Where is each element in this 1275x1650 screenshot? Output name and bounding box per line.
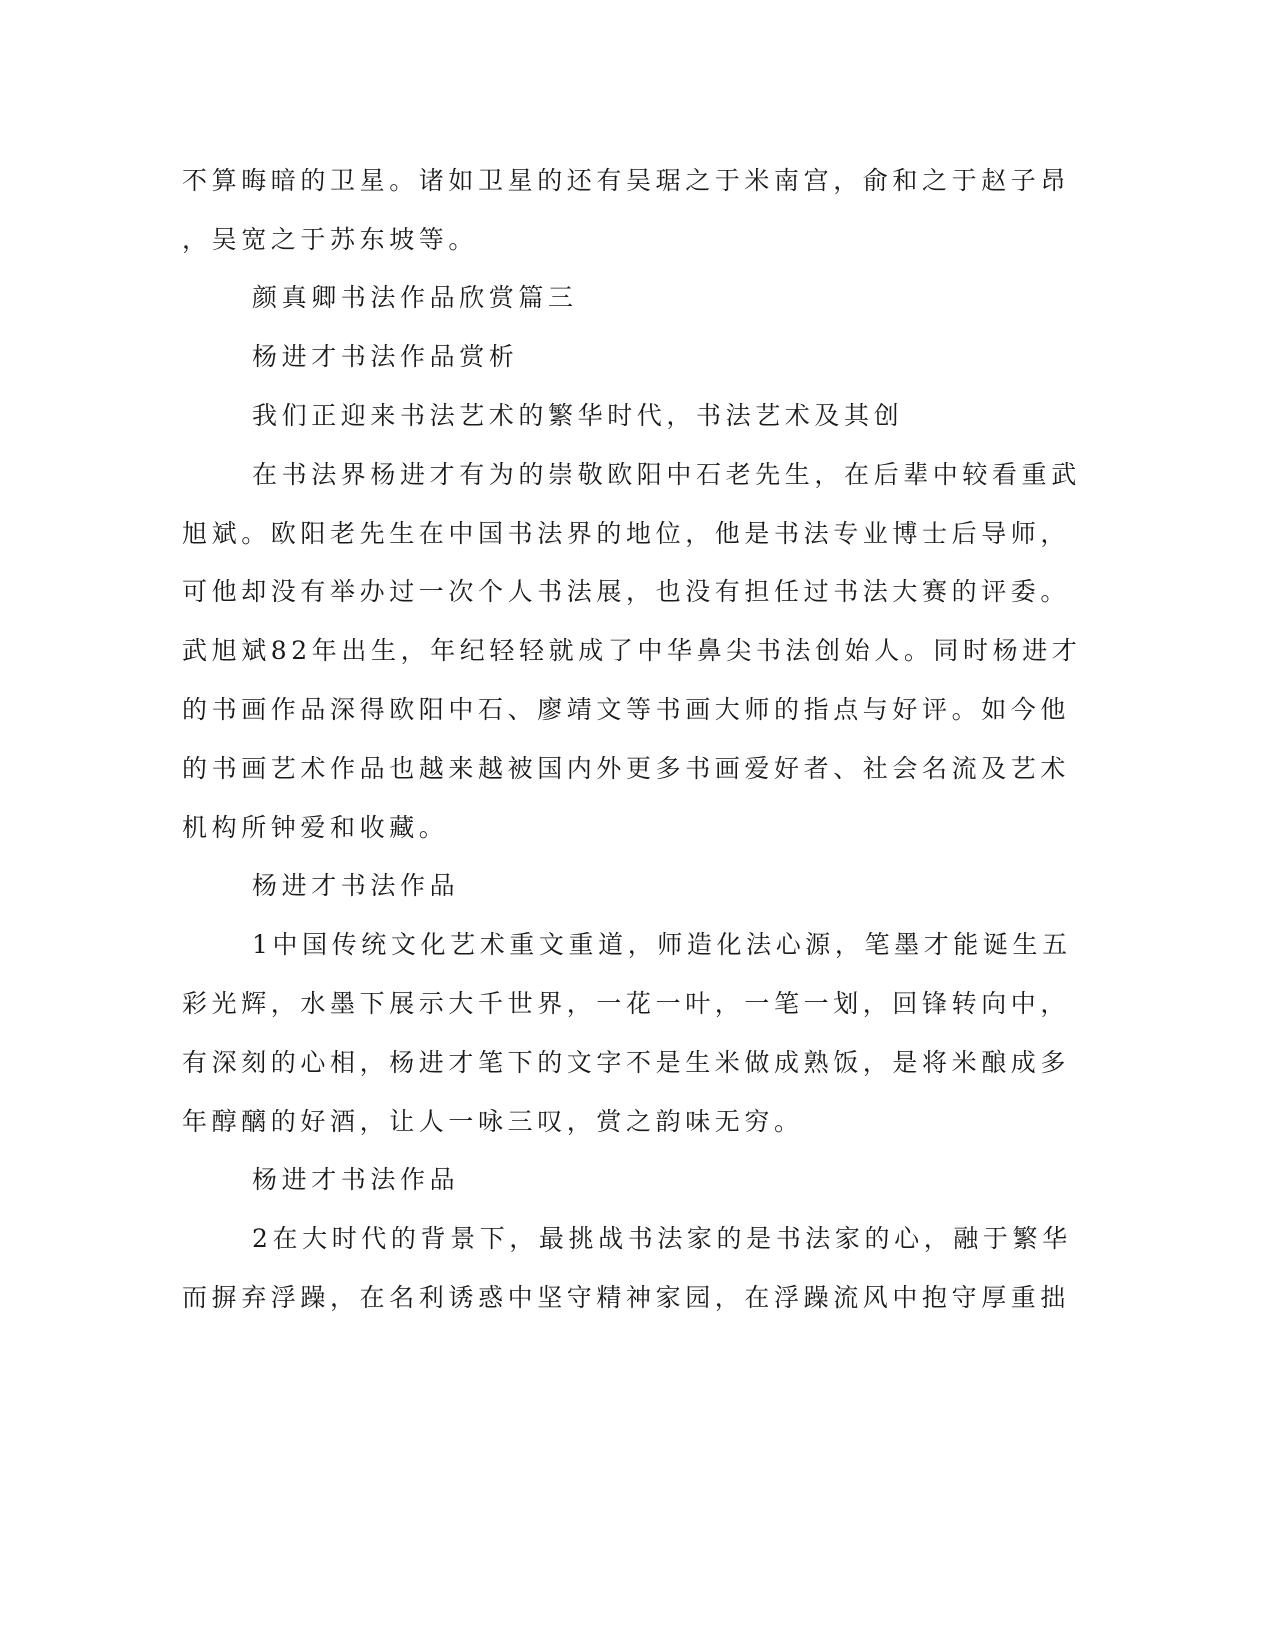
- text-line: 武旭斌82年出生，年纪轻轻就成了中华鼻尖书法创始人。同时杨进才: [182, 636, 1082, 665]
- subheading: 杨进才书法作品: [252, 1165, 460, 1194]
- article-title: 杨进才书法作品赏析: [252, 342, 519, 371]
- text-line: 旭斌。欧阳老先生在中国书法界的地位，他是书法专业博士后导师，: [182, 519, 1071, 548]
- text-line: 我们正迎来书法艺术的繁华时代，书法艺术及其创: [252, 401, 904, 430]
- text-line: 彩光辉，水墨下展示大千世界，一花一叶，一笔一划，回锋转向中，: [182, 989, 1071, 1018]
- text-line: 有深刻的心相，杨进才笔下的文字不是生米做成熟饭，是将米酿成多: [182, 1048, 1071, 1077]
- text-line: ，吴宽之于苏东坡等。: [182, 225, 479, 254]
- text-line: 1中国传统文化艺术重文重道，师造化法心源，笔墨才能诞生五: [252, 930, 1072, 959]
- subheading: 杨进才书法作品: [252, 871, 460, 900]
- text-line: 不算晦暗的卫星。诸如卫星的还有吴琚之于米南宫，俞和之于赵子昂: [182, 166, 1071, 195]
- text-line: 的书画艺术作品也越来越被国内外更多书画爱好者、社会名流及艺术: [182, 754, 1071, 783]
- text-line: 2在大时代的背景下，最挑战书法家的是书法家的心，融于繁华: [252, 1224, 1072, 1253]
- text-line: 可他却没有举办过一次个人书法展，也没有担任过书法大赛的评委。: [182, 577, 1071, 606]
- text-line: 在书法界杨进才有为的崇敬欧阳中石老先生，在后辈中较看重武: [252, 460, 1081, 489]
- section-heading: 颜真卿书法作品欣赏篇三: [252, 283, 578, 312]
- text-line: 的书画作品深得欧阳中石、廖靖文等书画大师的指点与好评。如今他: [182, 695, 1071, 724]
- text-line: 年醇醨的好酒，让人一咏三叹，赏之韵味无穷。: [182, 1107, 804, 1136]
- text-line: 而摒弃浮躁，在名利诱惑中坚守精神家园，在浮躁流风中抱守厚重拙: [182, 1283, 1071, 1312]
- text-line: 机构所钟爱和收藏。: [182, 813, 449, 842]
